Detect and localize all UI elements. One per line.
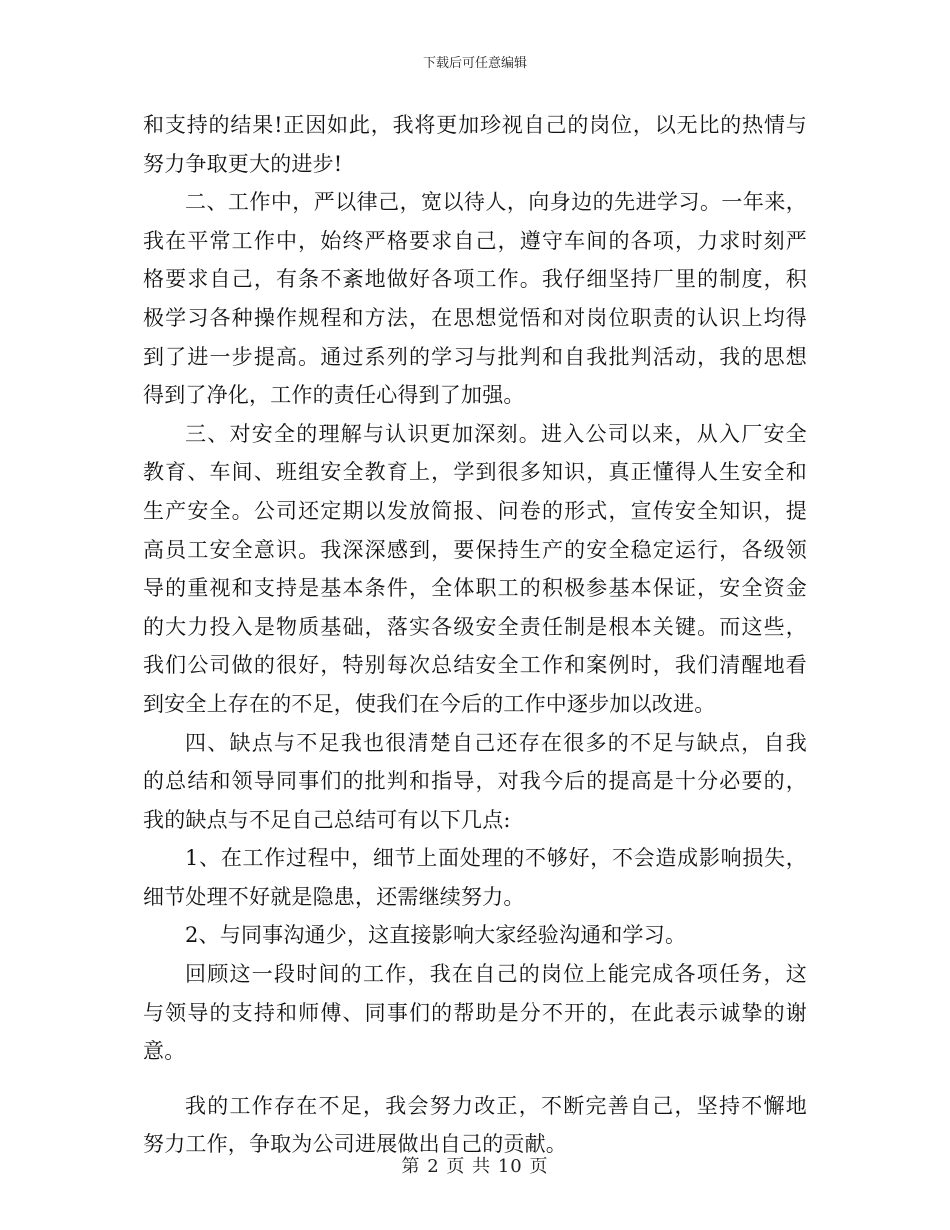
- text-line: 得到了净化，工作的责任心得到了加强。: [143, 383, 525, 408]
- text-line: 意。: [143, 1039, 186, 1064]
- text-line: 和支持的结果!正因如此，我将更加珍视自己的岗位，以无比的热情与: [143, 113, 807, 137]
- list-item: [143, 839, 807, 916]
- text-line: 2、与同事沟通少，这直接影响大家经验沟通和学习。: [185, 923, 687, 948]
- paragraph-gap: [143, 1071, 807, 1087]
- text-line: 三、对安全的理解与认识更加深刻。进入公司以来，从入厂安全: [185, 421, 807, 446]
- text-line: 格要求自己，有条不紊地做好各项工作。我仔细坚持厂里的制度，积: [143, 267, 807, 292]
- text-line: 我的缺点与不足自己总结可有以下几点:: [143, 807, 511, 832]
- text-line: 极学习各种操作规程和方法，在思想觉悟和对岗位职责的认识上均得: [143, 305, 807, 330]
- text-line: 教育、车间、班组安全教育上，学到很多知识，真正懂得人生安全和: [143, 460, 807, 485]
- list-item: [143, 916, 807, 955]
- text-line: 我们公司做的很好，特别每次总结安全工作和案例时，我们清醒地看: [143, 653, 807, 678]
- text-line: 努力争取更大的进步!: [143, 151, 343, 176]
- text-line: 二、工作中，严以律己，宽以待人，向身边的先进学习。一年来，: [185, 190, 807, 215]
- text-line: 四、缺点与不足我也很清楚自己还存在很多的不足与缺点，自我: [185, 730, 807, 755]
- text-line: 生产安全。公司还定期以发放简报、问卷的形式，宣传安全知识，提: [143, 498, 807, 523]
- text-line: 我在平常工作中，始终严格要求自己，遵守车间的各项，力求时刻严: [143, 228, 807, 253]
- text-line: 细节处理不好就是隐患，还需继续努力。: [143, 884, 525, 909]
- text-line: 导的重视和支持是基本条件，全体职工的积极参基本保证，安全资金: [143, 576, 807, 601]
- text-line: 我的工作存在不足，我会努力改正，不断完善自己，坚持不懈地: [185, 1093, 807, 1118]
- text-line: 的大力投入是物质基础，落实各级安全责任制是根本关键。而这些，: [143, 614, 807, 639]
- document-body: [143, 106, 807, 1164]
- paragraph: [143, 183, 807, 415]
- text-line: 到了进一步提高。通过系列的学习与批判和自我批判活动，我的思想: [143, 344, 807, 369]
- text-line: 与领导的支持和师傅、同事们的帮助是分不开的，在此表示诚挚的谢: [143, 1000, 807, 1025]
- text-line: 回顾这一段时间的工作，我在自己的岗位上能完成各项任务，这: [185, 962, 807, 987]
- page-footer: 第 2 页 共 10 页: [401, 1156, 549, 1177]
- text-line: 努力工作，争取为公司进展做出自己的贡献。: [143, 1132, 567, 1157]
- paragraph: [143, 415, 807, 724]
- paragraph: [143, 955, 807, 1071]
- text-line: 1、在工作过程中，细节上面处理的不够好，不会造成影响损失，: [185, 846, 807, 871]
- page-header: 下载后可任意编辑: [422, 56, 527, 71]
- paragraph: [143, 106, 807, 183]
- paragraph: [143, 724, 807, 840]
- text-line: 高员工安全意识。我深深感到，要保持生产的安全稳定运行，各级领: [143, 537, 807, 562]
- text-line: 到安全上存在的不足，使我们在今后的工作中逐步加以改进。: [143, 691, 716, 716]
- text-line: 的总结和领导同事们的批判和指导，对我今后的提高是十分必要的，: [143, 769, 807, 794]
